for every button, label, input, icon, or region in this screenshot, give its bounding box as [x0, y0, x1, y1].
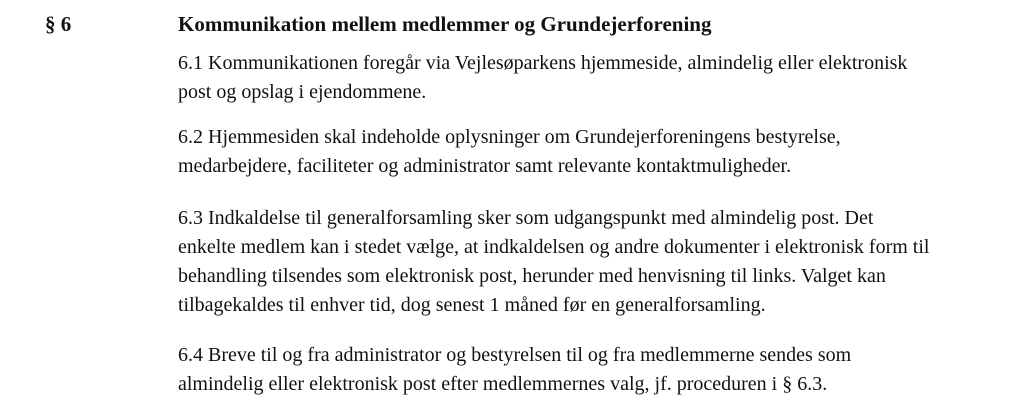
paragraph-line: almindelig eller elektronisk post efter medlemmernes valg, jf. proceduren i § 6.3. — [178, 373, 828, 395]
paragraph-line: 6.2 Hjemmesiden skal indeholde oplysninger om Grundejerforeningens bestyrelse, — [178, 126, 841, 148]
section-title: Kommunikation mellem medlemmer og Grundejerforening — [178, 12, 712, 36]
paragraph-6-3 — [178, 204, 1008, 320]
paragraph-6-4 — [178, 341, 1008, 399]
paragraph-line: medarbejdere, faciliteter og administrator samt relevante kontaktmuligheder. — [178, 155, 792, 177]
section-number: § 6 — [45, 12, 72, 36]
paragraph-line: 6.1 Kommunikationen foregår via Vejlesøparkens hjemmeside, almindelig eller elektronisk — [178, 52, 908, 74]
paragraph-6-1 — [178, 49, 1008, 107]
paragraph-line: 6.3 Indkaldelse til generalforsamling sker som udgangspunkt med almindelig post. Det — [178, 207, 874, 229]
paragraph-line: behandling tilsendes som elektronisk post, herunder med henvisning til links. Valget kan — [178, 265, 886, 287]
paragraph-6-2 — [178, 123, 1008, 181]
paragraph-line: post og opslag i ejendommene. — [178, 81, 427, 103]
paragraph-line: 6.4 Breve til og fra administrator og bestyrelsen til og fra medlemmerne sendes som — [178, 344, 852, 366]
paragraph-line: enkelte medlem kan i stedet vælge, at indkaldelsen og andre dokumenter i elektronisk form til — [178, 236, 930, 258]
paragraph-line: tilbagekaldes til enhver tid, dog senest 1 måned før en generalforsamling. — [178, 294, 766, 316]
